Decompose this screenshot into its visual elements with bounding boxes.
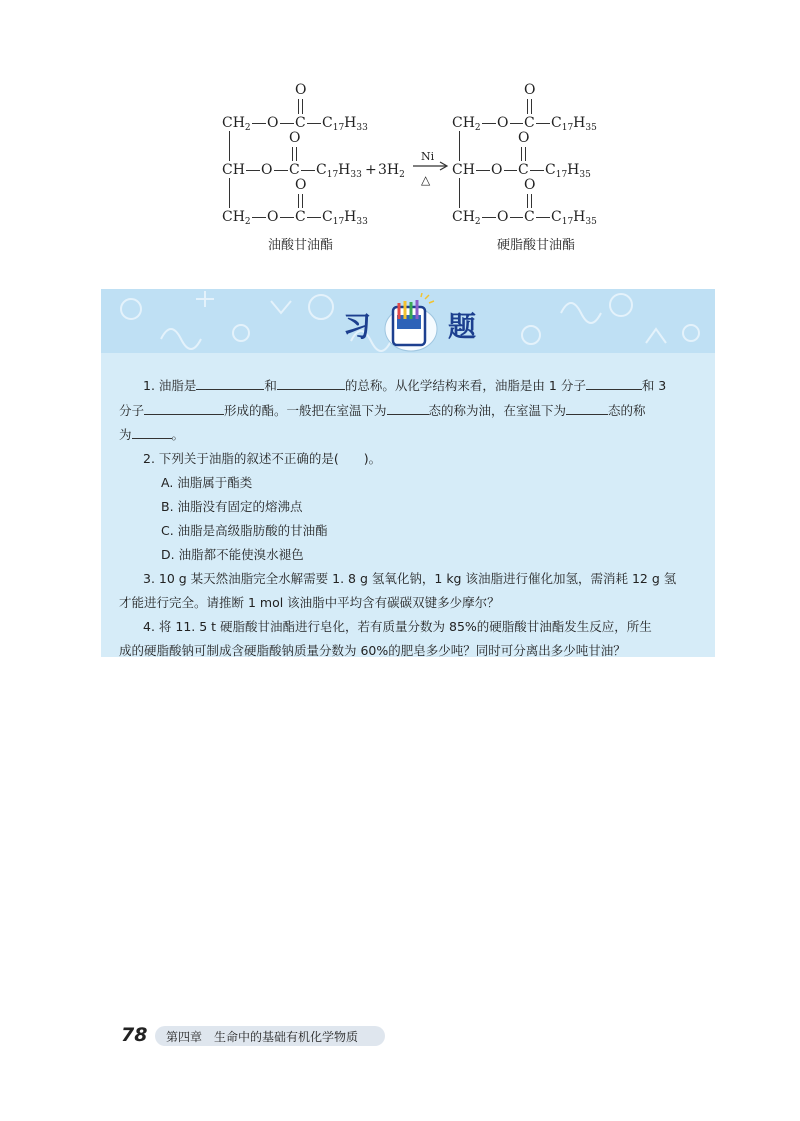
plus-sign: + [365,162,377,178]
question-3-line-2: 才能进行完全。请推断 1 mol 该油脂中平均含有碳碳双键多少摩尔？ [119,595,500,610]
ch-group: CH [222,162,245,178]
question-2-option-a: A. 油脂属于酯类 [161,475,253,490]
question-2-option-b: B. 油脂没有固定的熔沸点 [161,499,303,514]
ch2-group: $CH_2$ [222,209,251,227]
carbonyl-oxygen: O [295,177,307,193]
alkyl-chain: $C_{17}H_{35}$ [551,209,597,227]
ch2-group: $CH_2$ [452,209,481,227]
page-number: 78 [121,1024,148,1046]
chapter-title: 第四章 生命中的基础有机化学物质 [166,1030,359,1044]
ester-oxygen: O [497,209,509,225]
alkyl-chain: $C_{17}H_{35}$ [545,162,591,180]
question-4-line-1: 4. 将 11. 5 t 硬脂酸甘油酯进行皂化，若有质量分数为 85%的硬脂酸甘油酯发生反应，所生 [143,619,652,634]
ester-oxygen: O [261,162,273,178]
carbonyl-carbon: C [295,209,306,225]
carbonyl-oxygen: O [524,82,536,98]
alkyl-chain: $C_{17}H_{33}$ [322,209,368,227]
ester-oxygen: O [491,162,503,178]
exercise-title-right: 题 [448,310,479,343]
question-2-stem: 2. 下列关于油脂的叙述不正确的是( )。 [143,451,382,466]
ch2-group: $CH_2$ [452,115,481,133]
carbonyl-carbon: C [524,115,535,131]
alkyl-chain: $C_{17}H_{33}$ [322,115,368,133]
exercise-banner [101,289,715,353]
left-caption: 油酸甘油酯 [268,238,334,253]
catalyst-label: Ni [421,150,435,163]
reaction-equation [0,0,800,270]
question-1-line-1: 1. 油脂是 和 的总称。从化学结构来看，油脂是由 1 分子 和 3 [143,378,667,393]
question-3-line-1: 3. 10 g 某天然油脂完全水解需要 1. 8 g 氢氧化钠，1 kg 该油脂进行催化加氢，需消耗 12 g 氢 [143,571,677,586]
carbonyl-oxygen: O [289,130,301,146]
exercise-title-left: 习 [343,310,374,343]
question-2-option-c: C. 油脂是高级脂肪酸的甘油酯 [161,523,328,538]
question-1-line-3: 为 。 [119,427,185,442]
carbonyl-oxygen: O [295,82,307,98]
ch2-group: $CH_2$ [222,115,251,133]
carbonyl-carbon: C [518,162,529,178]
carbonyl-oxygen: O [524,177,536,193]
carbonyl-carbon: C [289,162,300,178]
ester-oxygen: O [267,115,279,131]
question-1-line-2: 分子 形成的酯。一般把在室温下为 态的称为油，在室温下为 态的称 [119,403,646,418]
exercise-panel [101,289,715,657]
carbonyl-oxygen: O [518,130,530,146]
carbonyl-carbon: C [524,209,535,225]
right-caption: 硬脂酸甘油酯 [497,238,576,253]
ester-oxygen: O [497,115,509,131]
heat-symbol: △ [421,173,431,187]
reaction-arrow [412,160,450,172]
alkyl-chain: $C_{17}H_{35}$ [551,115,597,133]
ester-oxygen: O [267,209,279,225]
notebook-pencil-icon [381,293,441,353]
question-4-line-2: 成的硬脂酸钠可制成含硬脂酸钠质量分数为 60%的肥皂多少吨？同时可分离出多少吨甘油？ [119,643,626,658]
hydrogen-reagent: $3H_2$ [378,162,405,180]
question-2-option-d: D. 油脂都不能使溴水褪色 [161,547,304,562]
carbonyl-carbon: C [295,115,306,131]
ch-group: CH [452,162,475,178]
alkyl-chain: $C_{17}H_{33}$ [316,162,362,180]
